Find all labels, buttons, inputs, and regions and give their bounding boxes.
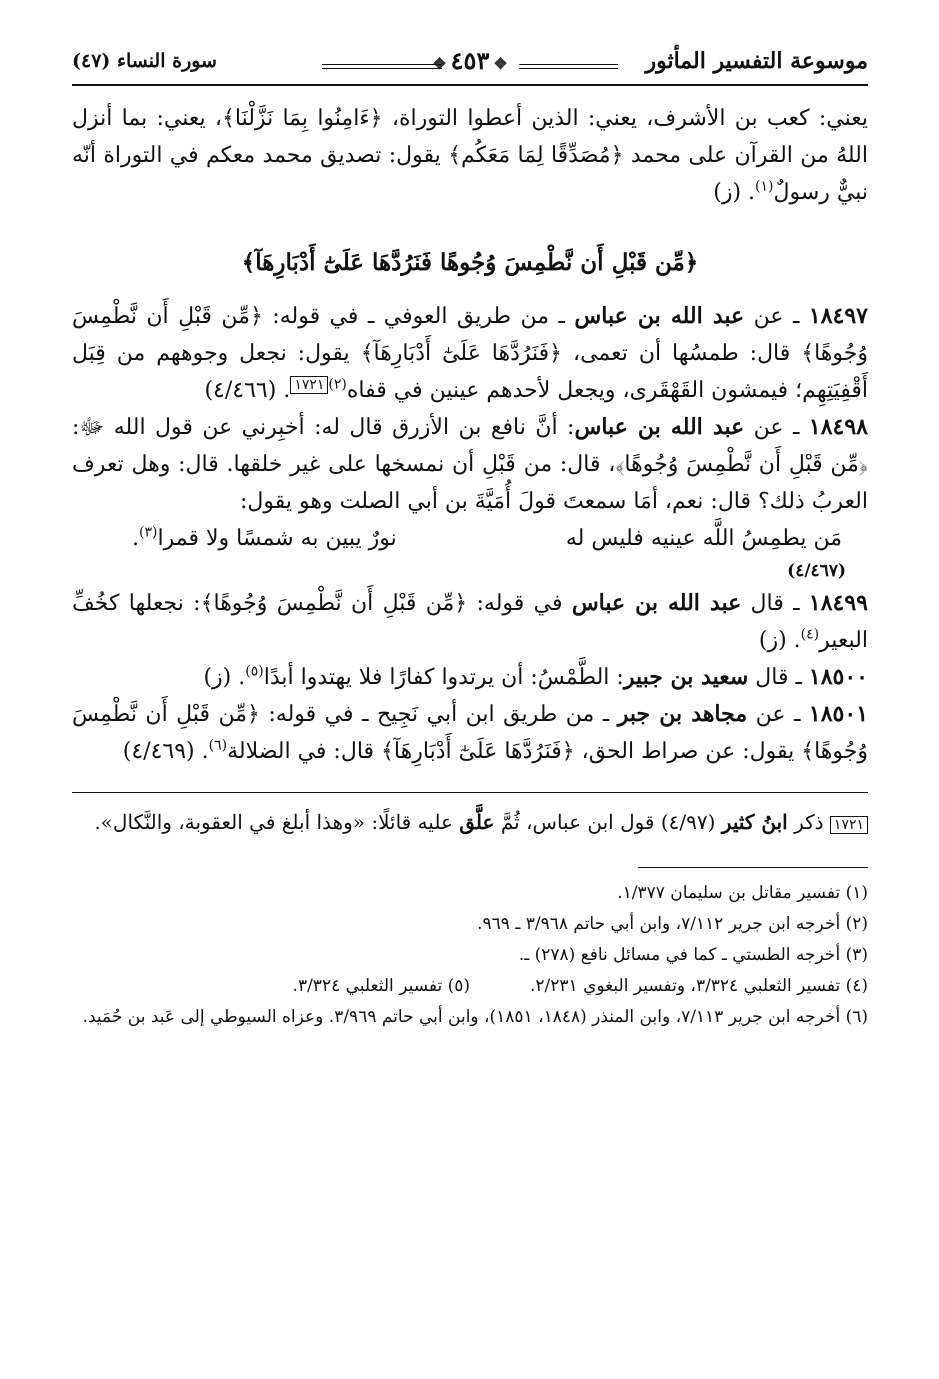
ornament-icon: ❖ (432, 54, 447, 73)
footnote-5: (٥) تفسير الثعلبي ٣/٣٢٤. (292, 976, 471, 996)
footnote-4: (٤) تفسير الثعلبي ٣/٣٢٤، وتفسير البغوي ٢/٢٣١. (530, 976, 868, 996)
commentary-verb: علَّق (459, 810, 495, 834)
narrator-name: عبد الله بن عباس (574, 303, 745, 329)
entry-number: ١٨٥٠١ (808, 701, 869, 727)
footnote-1: (١) تفسير مقاتل بن سليمان ١/٣٧٧. (617, 883, 868, 903)
source-reference: . (ز) (758, 628, 801, 653)
entry-18499 (72, 585, 868, 659)
narrator-name: عبد الله بن عباس (571, 590, 742, 616)
entry-18501 (72, 696, 868, 770)
surah-name: سورة النساء (٤٧) (72, 50, 217, 72)
footnotes (72, 878, 868, 1033)
entry-number: ١٨٥٠٠ (808, 664, 868, 690)
entry-number: ١٨٤٩٩ (808, 590, 868, 616)
footnote-2: (٢) أخرجه ابن جرير ٧/١١٢، وابن أبي حاتم ٣/٩٦٨ ـ ٩٦٩. (477, 914, 868, 934)
narrator-name: سعيد بن جبير (623, 664, 749, 690)
poem-tail: . (132, 526, 139, 551)
entry-prefix: ـ قال (741, 591, 809, 616)
page-header (72, 44, 868, 86)
source-reference: (٤/٤٦٧) (787, 561, 846, 581)
poem-hemistich-1: مَن يطمِسُ اللَّه عينيه فليس له (565, 526, 842, 551)
poem-verse (72, 520, 868, 557)
footnote-row-4-5 (72, 971, 868, 1002)
commentary-reference-box: ١٧٢١ (290, 376, 328, 394)
page-number-wrap (420, 46, 519, 75)
entry-prefix: ـ قال (748, 665, 809, 690)
commentary-note (72, 805, 868, 839)
footnote-marker: (٣) (139, 524, 158, 541)
source-reference: . (٤/٤٦٦) (204, 378, 291, 403)
footnote-separator (638, 867, 868, 868)
narrator-name: مجاهد بن جبر (617, 701, 748, 727)
poem-hemistich-2-wrap (132, 520, 397, 557)
entry-number: ١٨٤٩٧ (808, 303, 868, 329)
footnote-marker: (٥) (245, 663, 264, 680)
header-rule-left (322, 64, 442, 69)
intro-paragraph (72, 100, 868, 211)
source-reference: . (٤/٤٦٩) (122, 739, 209, 764)
entry-text: : أنَّ نافع بن الأزرق قال له: أخبِرني عن قول الله ﷻ: ﴿مِّن قَبْلِ أَن نَّطْمِسَ وُجُوهًا﴾، قال: من قَبْلِ أن نمسخها على غير خلقها. قال: وهل تعرف العربُ ذلك؟ قال: نعم، أمَا سمعتَ قولَ أُمَيَّةَ بن أبي الصلت وهو يقول: (72, 415, 868, 514)
commentator-name: ابنُ كثير (721, 810, 788, 834)
book-title: موسوعة التفسير المأثور (645, 48, 868, 74)
poem-hemistich-2: نورٌ يبين به شمسًا ولا قمرا (157, 526, 397, 551)
commentary-number-box: ١٧٢١ (830, 816, 868, 834)
entry-text: في قوله: ﴿مِّن قَبْلِ أَن نَّطْمِسَ وُجُوهًا﴾: نجعلها كخُفِّ البعير (72, 591, 868, 653)
footnote-marker: (٤) (800, 626, 820, 643)
footnote-6: (٦) أخرجه ابن جرير ٧/١١٣، وابن المنذر (١٨٤٨، ١٨٥١)، وابن أبي حاتم ٣/٩٦٩. وعزاه السيوطي إلى عَبد بن حُمَيد. (82, 1007, 868, 1027)
footnote-marker: (٢) (328, 376, 347, 393)
footnote-marker: (١) (755, 178, 774, 195)
footnote-3: (٣) أخرجه الطستي ـ كما في مسائل نافع (٢٧٨) ـ. (518, 945, 868, 965)
source-reference: . (ز) (203, 665, 246, 690)
entry-18500 (72, 659, 868, 696)
commentary-prefix: ذكر (787, 810, 830, 834)
commentary-tail: عليه قائلًا: «وهذا أبلغ في العقوبة، والنَّكال». (94, 810, 460, 834)
page (72, 44, 868, 1033)
ornament-icon: ❖ (493, 54, 508, 73)
footnote-marker: (٦) (208, 737, 228, 754)
intro-text: يعني: كعب بن الأشرف، يعني: الذين أعطوا التوراة، ﴿ءَامِنُوا بِمَا نَزَّلْنَا﴾، يعني: بما أنزل اللهُ من القرآن على محمد ﴿مُصَدِّقًا لِمَا مَعَكُم﴾ يقول: تصديق محمد معكم في التوراة أنّه نبيٌّ رسولٌ (72, 106, 868, 205)
verse-heading: ﴿مِّن قَبْلِ أَن نَّطْمِسَ وُجُوهًا فَنَرُدَّهَا عَلَىٰٓ أَدْبَارِهَآ﴾ (241, 249, 699, 276)
entry-prefix: ـ عن (744, 304, 809, 329)
intro-tail: . (ز) (713, 180, 756, 205)
commentary-separator (72, 792, 868, 793)
entry-number: ١٨٤٩٨ (808, 414, 868, 440)
narrator-name: عبد الله بن عباس (574, 414, 745, 440)
entry-prefix: ـ عن (747, 702, 809, 727)
page-number: ٤٥٣ (450, 46, 490, 75)
entry-18498 (72, 409, 868, 520)
commentary-middle: (٤/٩٧) قول ابن عباس، ثُمَّ (494, 810, 722, 834)
entry-text: ـ من طريق العوفي ـ في قوله: ﴿مِّن قَبْلِ أَن نَّطْمِسَ وُجُوهًا﴾ قال: طمسُها أن تعمى، ﴿فَنَرُدَّهَا عَلَىٰٓ أَدْبَارِهَآ﴾ يقول: نجعل وجوههم من قِبَل أَقْفِيَتِهِم؛ فيمشون القَهْقَرى، ويجعل لأحدهم عينين في قفاه (72, 304, 868, 403)
entry-prefix: ـ عن (744, 415, 809, 440)
entry-18497 (72, 298, 868, 409)
entry-text: ـ من طريق ابن أبي نَجِيح ـ في قوله: ﴿مِّن قَبْلِ أَن نَّطْمِسَ وُجُوهًا﴾ يقول: عن صراط الحق، ﴿فَنَرُدَّهَا عَلَىٰٓ أَدْبَارِهَآ﴾ قال: في الضلالة (72, 702, 868, 764)
entry-text: : الطَّمْسُ: أن يرتدوا كفارًا فلا يهتدوا أبدًا (263, 665, 624, 690)
